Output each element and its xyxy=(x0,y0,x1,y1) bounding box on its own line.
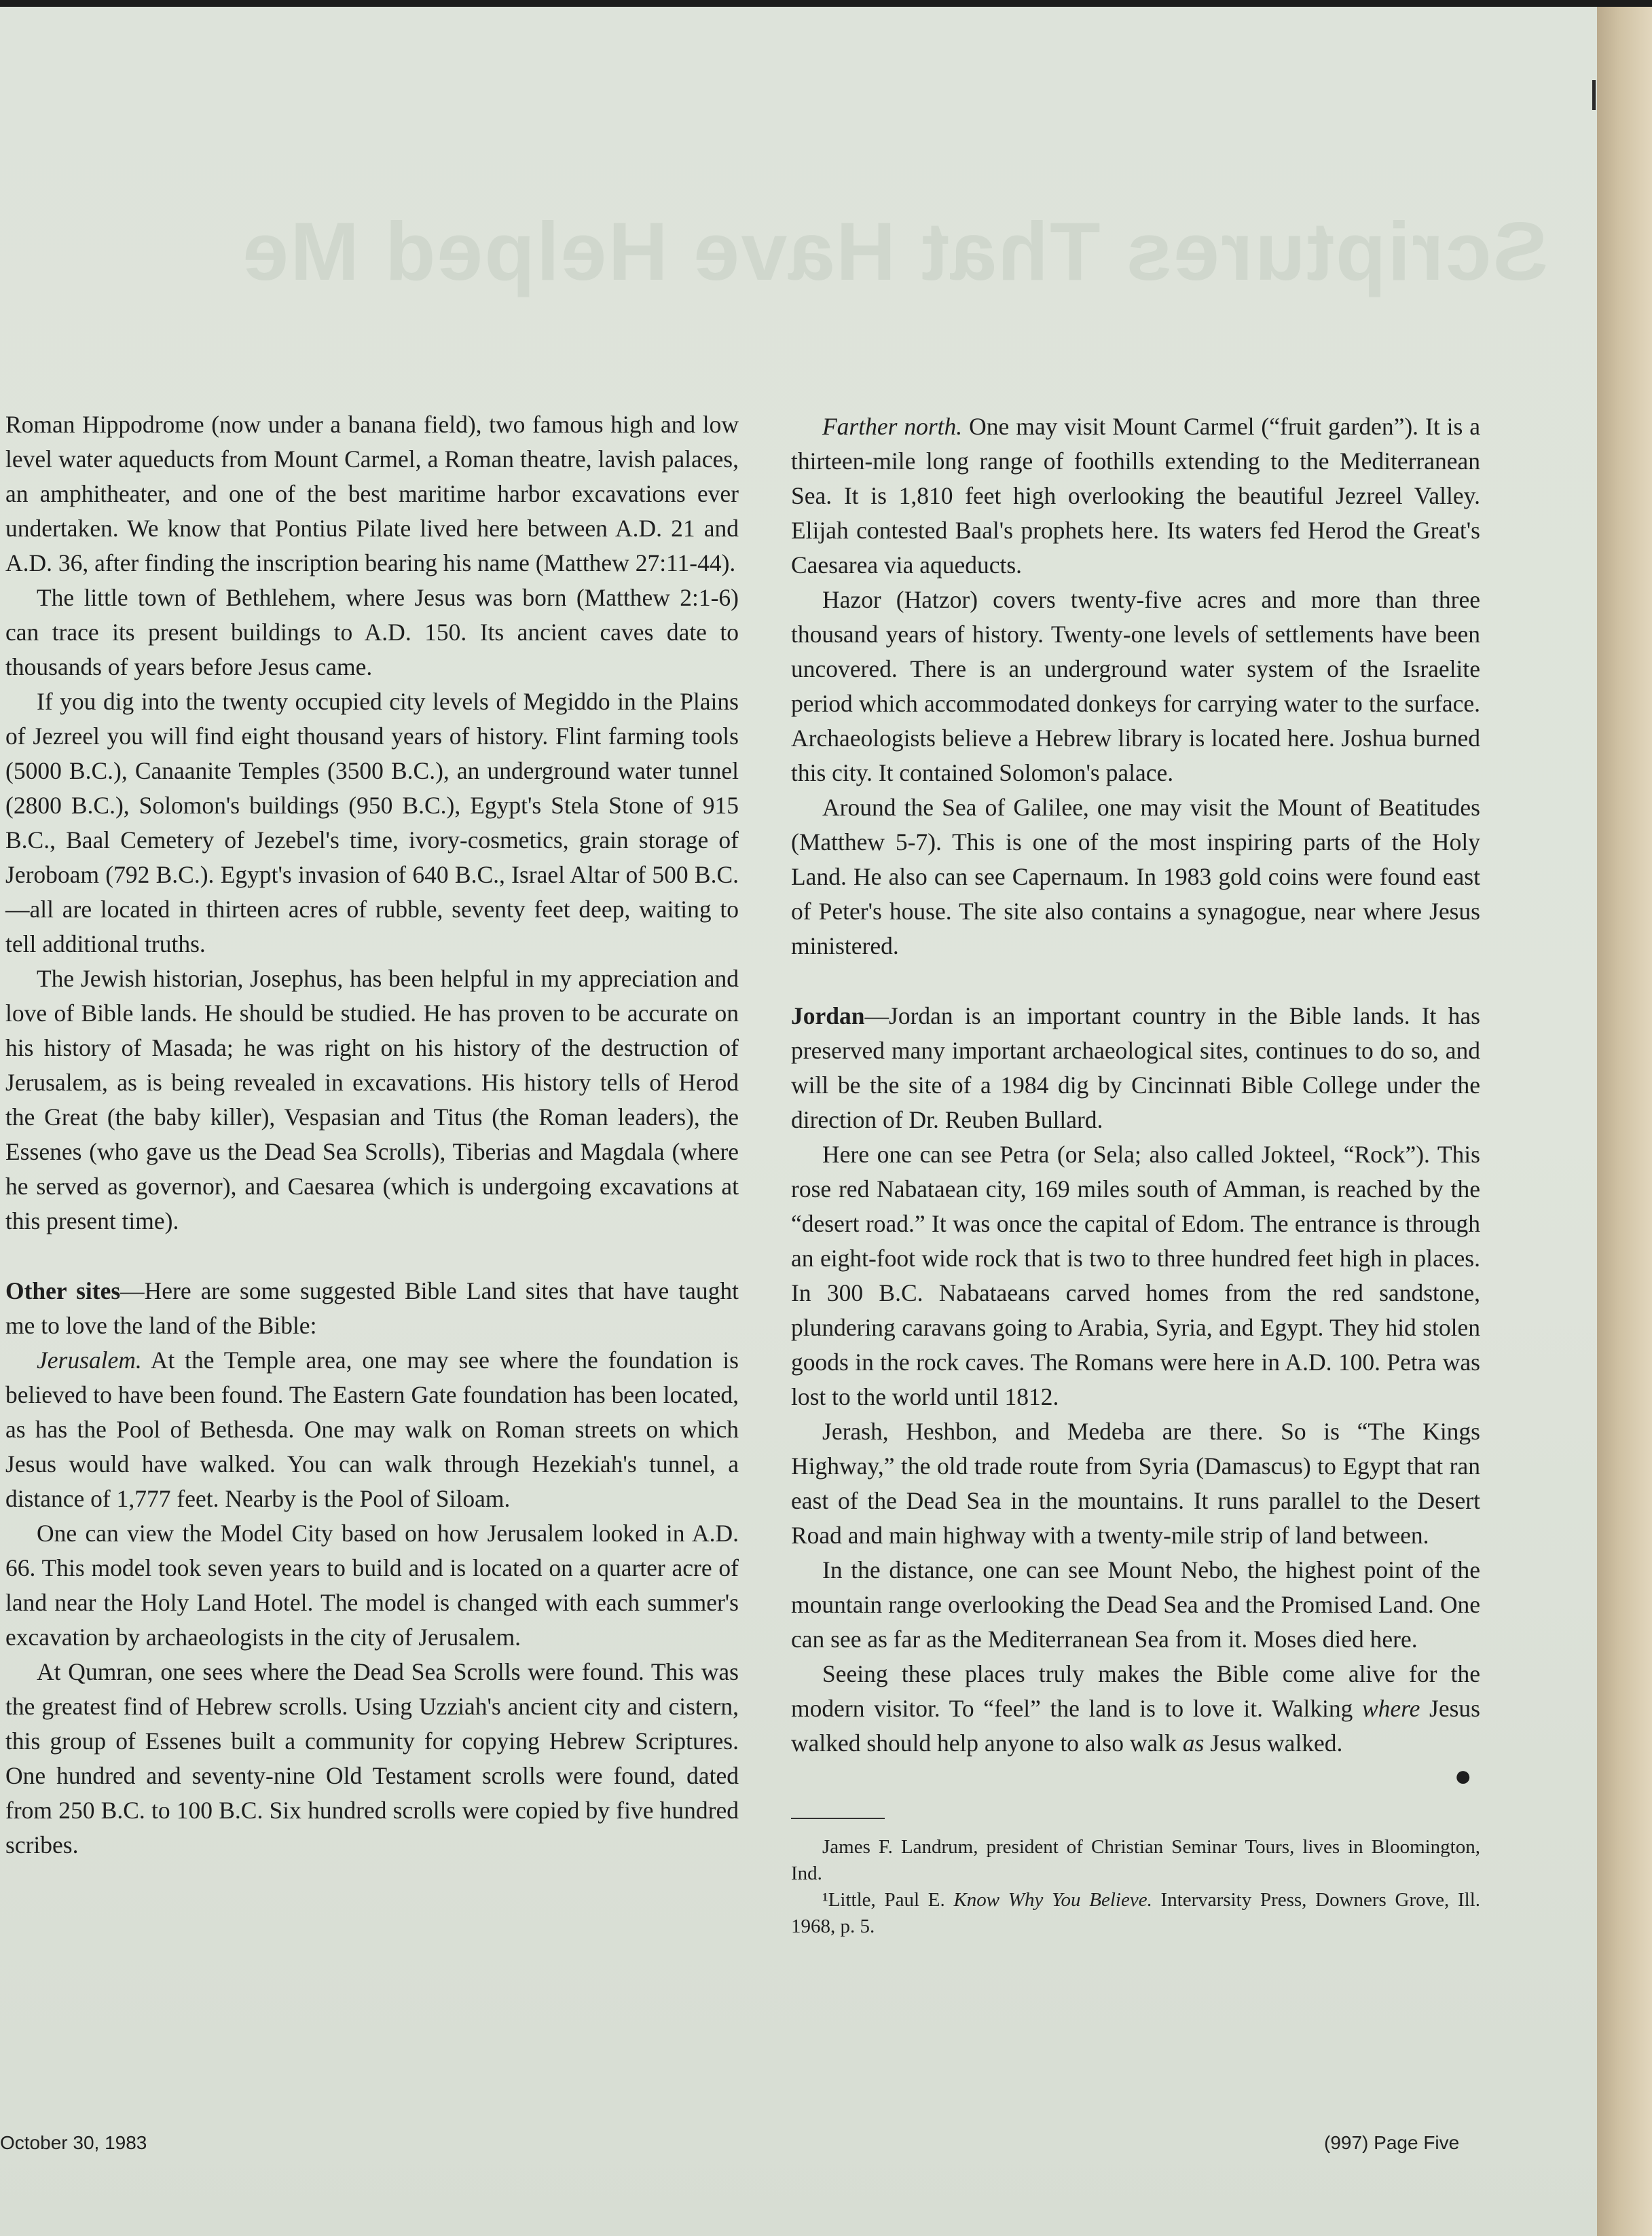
end-mark: ● xyxy=(1454,1759,1472,1793)
page-edge xyxy=(1597,0,1652,2236)
paragraph: If you dig into the twenty occupied city levels of Megiddo in the Plains of Jezreel you will find eight thousand years of history. Flint farming tools (5000 B.C.), Canaanite Temples (3500 B.C.), an underground water tunnel (2800 B.C.), Solomon's buildings (950 B.C.), Egypt's Stela Stone of 915 B.C., Baal Cemetery of Jezebel's time, ivory-cosmetics, grain storage of Jeroboam (792 B.C.). Egypt's invasion of 640 B.C., Israel Altar of 500 B.C.—all are located in thirteen acres of rubble, seventy feet deep, waiting to tell additional truths. xyxy=(5,688,739,957)
paragraph: In the distance, one can see Mount Nebo, the highest point of the mountain range overlooking the Dead Sea and the Promised Land. One can see as far as the Mediterranean Sea from it. Moses died here. xyxy=(791,1556,1480,1653)
paragraph: The Jewish historian, Josephus, has been helpful in my appreciation and love of Bible lands. He should be studied. He has proven to be accurate on his history of Masada; he was right on his history of the destruction of Jerusalem, as is being revealed in excavations. His history tells of Herod the Great (the baby killer), Vespasian and Titus (the Roman leaders), the Essenes (who gave us the Dead Sea Scrolls), Tiberias and Magdala (where he served as governor), and Caesarea (which is undergoing excavations at this present time). xyxy=(5,965,739,1234)
footer-page-number: (997) Page Five xyxy=(1324,2132,1460,2153)
paragraph: Other sites—Here are some suggested Bible Land sites that have taught me to love the land of the Bible: xyxy=(5,1277,739,1339)
section-heading: Other sites xyxy=(5,1277,121,1304)
top-border xyxy=(0,0,1652,7)
right-column xyxy=(791,409,1480,1940)
footer-date: October 30, 1983 xyxy=(0,2132,147,2153)
paragraph: Jerash, Heshbon, and Medeba are there. So is “The Kings Highway,” the old trade route from Syria (Damascus) to Egypt that ran east of the Dead Sea in the mountains. It runs parallel to the Desert Road and main highway with a twenty-mile strip of land between. xyxy=(791,1418,1480,1549)
margin-mark xyxy=(1592,80,1596,110)
paragraph: Jerusalem. At the Temple area, one may see where the foundation is believed to have been found. The Eastern Gate foundation has been located, as has the Pool of Bethesda. One may walk on Roman streets on which Jesus would have walked. You can walk through Hezekiah's tunnel, a distance of 1,777 feet. Nearby is the Pool of Siloam. xyxy=(5,1346,739,1512)
paragraph: One can view the Model City based on how Jerusalem looked in A.D. 66. This model took seven years to build and is located on a quarter acre of land near the Holy Land Hotel. The model is changed with each summer's excavation by archaeologists in the city of Jerusalem. xyxy=(5,1520,739,1651)
paragraph: Jordan—Jordan is an important country in the Bible lands. It has preserved many important archaeological sites, continues to do so, and will be the site of a 1984 dig by Cincinnati Bible College under the direction of Dr. Reuben Bullard. xyxy=(791,1002,1480,1133)
footnote: ¹Little, Paul E. Know Why You Believe. Intervarsity Press, Downers Grove, Ill. 1968, p. 5. xyxy=(791,1889,1481,1937)
show-through-title: Scriptures That Have Helped Me xyxy=(241,205,1548,297)
section-heading: Jordan xyxy=(791,1002,865,1029)
paragraph: Roman Hippodrome (now under a banana field), two famous high and low level water aqueducts from Mount Carmel, a Roman theatre, lavish palaces, an amphitheater, and one of the best maritime harbor excavations ever undertaken. We know that Pontius Pilate lived here between A.D. 21 and A.D. 36, after finding the inscription bearing his name (Matthew 27:11-44). xyxy=(5,411,739,576)
footnote-rule xyxy=(791,1818,885,1819)
paragraph: The little town of Bethlehem, where Jesus was born (Matthew 2:1-6) can trace its present buildings to A.D. 150. Its ancient caves date to thousands of years before Jesus came. xyxy=(5,584,739,680)
paragraph: Farther north. One may visit Mount Carmel (“fruit garden”). It is a thirteen-mile long range of foothills extending to the Mediterranean Sea. It is 1,810 feet high overlooking the beautiful Jezreel Valley. Elijah contested Baal's prophets here. Its waters fed Herod the Great's Caesarea via aqueducts. xyxy=(791,413,1480,579)
paragraph: At Qumran, one sees where the Dead Sea Scrolls were found. This was the greatest find of Hebrew scrolls. Using Uzziah's ancient city and cistern, this group of Essenes built a community for copying Hebrew Scriptures. One hundred and seventy-nine Old Testament scrolls were found, dated from 250 B.C. to 100 B.C. Six hundred scrolls were copied by five hundred scribes. xyxy=(5,1658,739,1858)
left-column xyxy=(0,407,739,1863)
paragraph: Here one can see Petra (or Sela; also called Jokteel, “Rock”). This rose red Nabataean city, 169 miles south of Amman, is reached by the “desert road.” It was once the capital of Edom. The entrance is through an eight-foot wide rock that is two to three hundred feet high in places. In 300 B.C. Nabataeans carved homes from the red sandstone, plundering caravans going to Arabia, Syria, and Egypt. They hid stolen goods in the rock caves. The Romans were here in A.D. 100. Petra was lost to the world until 1812. xyxy=(791,1141,1480,1410)
author-note: James F. Landrum, president of Christian Seminar Tours, lives in Bloomington, Ind. xyxy=(791,1836,1480,1884)
subheading: Jerusalem. xyxy=(37,1346,142,1374)
paragraph: Hazor (Hatzor) covers twenty-five acres and more than three thousand years of history. Twenty-one levels of settlements have been uncovered. There is an underground water system of the Israelite period which accommodated donkeys for carrying water to the surface. Archaeologists believe a Hebrew library is located here. Joshua burned this city. It contained Solomon's palace. xyxy=(791,586,1480,786)
paragraph: Around the Sea of Galilee, one may visit the Mount of Beatitudes (Matthew 5-7). This is one of the most inspiring parts of the Holy Land. He also can see Capernaum. In 1983 gold coins were found east of Peter's house. The site also contains a synagogue, near where Jesus ministered. xyxy=(791,794,1480,959)
paragraph: Seeing these places truly makes the Bible come alive for the modern visitor. To “feel” the land is to love it. Walking where Jesus walked should help anyone to also walk as Jesus walked. xyxy=(791,1660,1480,1757)
subheading: Farther north. xyxy=(822,413,963,440)
